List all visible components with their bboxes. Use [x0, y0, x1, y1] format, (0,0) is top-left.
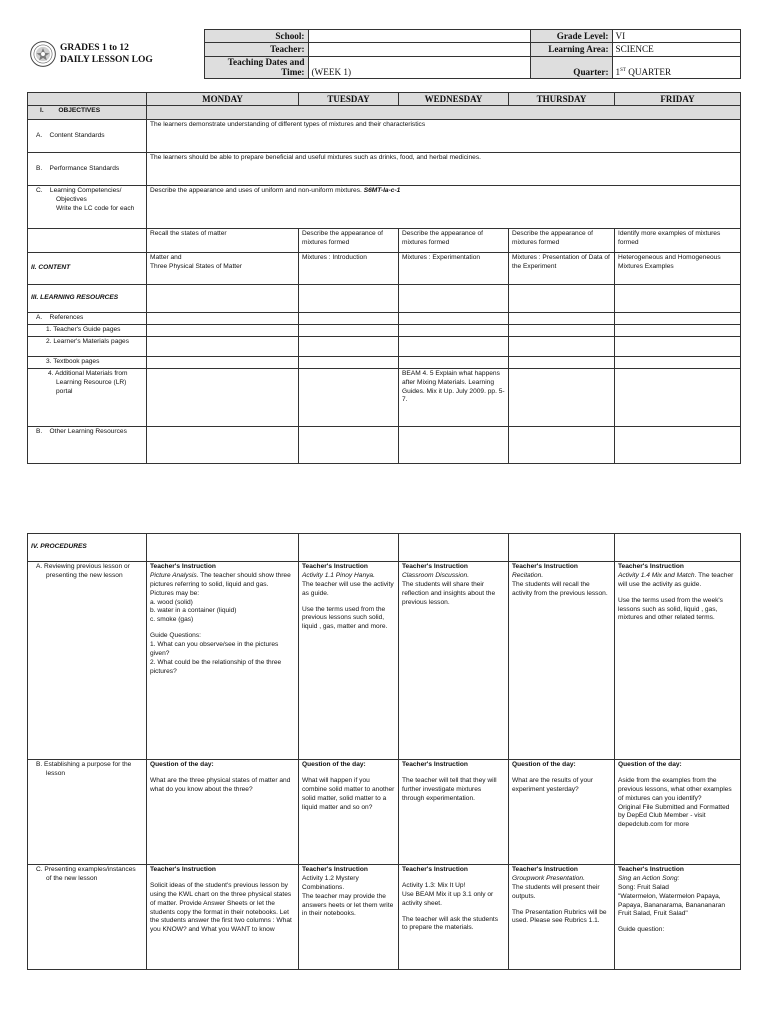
procedure-c-friday: Teacher's Instruction Sing an Action Song: Song: Fruit Salad "Watermelon, Watermelon Papaya, Papaya, Bananarama, Banananaran Fruit Salad, Fruit Salad" Guide question: [615, 865, 741, 970]
procedure-c-wednesday: Teacher's Instruction Activity 1.3: Mix It Up! Use BEAM Mix it up 3.1 only or activity sheet. The teacher will ask the students to prepare the materials. [399, 865, 509, 970]
school-label: School: [204, 30, 308, 43]
daily-objective-tuesday: Describe the appearance of mixtures formed [299, 229, 399, 253]
resources-heading: III. LEARNING RESOURCES [28, 285, 147, 313]
procedure-c-monday: Teacher's Instruction Solicit ideas of the student's previous lesson by using the KWL chart on the three physical states of matter. Provide Answer Sheets or let the students copy the format in their notebooks. Let the students answer the first two columns : What you KNOW? and What you WANT to know [147, 865, 299, 970]
textbook-thu [509, 356, 615, 368]
references-fri [615, 313, 741, 325]
procedures-cell-thu [509, 534, 615, 562]
resources-cell-mon [147, 285, 299, 313]
content-wednesday: Mixtures : Experimentation [399, 253, 509, 285]
other-resources-label: B. Other Learning Resources [28, 426, 147, 463]
lesson-table-procedures [27, 533, 741, 970]
procedures-cell-mon [147, 534, 299, 562]
teachers-guide-label: 1. Teacher's Guide pages [28, 325, 147, 337]
teachers-guide-tue [299, 325, 399, 337]
references-wed [399, 313, 509, 325]
content-friday: Heterogeneous and Homogeneous Mixtures Examples [615, 253, 741, 285]
procedure-c-tuesday: Teacher's Instruction Activity 1.2 Mystery Combinations. The teacher may provide the answers heets or let them write in their notebooks. [299, 865, 399, 970]
content-monday: Matter and Three Physical States of Matter [147, 253, 299, 285]
objectives-heading: I. OBJECTIVES [28, 106, 147, 120]
establishing-purpose-label: B. Establishing a purpose for the lesson [28, 760, 147, 865]
resources-cell-tue [299, 285, 399, 313]
additional-materials-fri [615, 368, 741, 426]
procedures-heading: IV. PROCEDURES [28, 534, 147, 562]
grade-level-field[interactable]: VI [612, 30, 740, 43]
deped-seal-icon [30, 41, 56, 67]
daily-objective-monday: Recall the states of matter [147, 229, 299, 253]
textbook-mon [147, 356, 299, 368]
other-resources-fri [615, 426, 741, 463]
lesson-table-top [27, 92, 741, 464]
quarter-label: Quarter: [530, 56, 612, 78]
procedure-a-tuesday: Teacher's Instruction Activity 1.1 Pinoy Hanya. The teacher will use the activity as guide. Use the terms used from the previous lessons such solid, liquid , gas, matter and more. [299, 562, 399, 760]
learners-materials-mon [147, 336, 299, 356]
reviewing-lesson-label: A. Reviewing previous lesson or presenting the new lesson [28, 562, 147, 760]
content-standards-text: The learners demonstrate understanding of different types of mixtures and their characteristics [147, 120, 741, 153]
day-header-blank [28, 93, 147, 106]
other-resources-tue [299, 426, 399, 463]
form-title: GRADES 1 to 12 DAILY LESSON LOG [60, 42, 153, 65]
procedure-b-tuesday: Question of the day: What will happen if you combine solid matter to another solid matter, solid matter to a liquid matter and so on? [299, 760, 399, 865]
daily-objective-blank [28, 229, 147, 253]
additional-materials-thu [509, 368, 615, 426]
daily-objective-wednesday: Describe the appearance of mixtures formed [399, 229, 509, 253]
day-header-friday: FRIDAY [615, 93, 741, 106]
teaching-dates-field[interactable]: (WEEK 1) [308, 56, 530, 78]
procedure-a-wednesday: Teacher's Instruction Classroom Discussion. The students will share their reflection and insights about the previous lesson. [399, 562, 509, 760]
textbook-fri [615, 356, 741, 368]
teacher-field[interactable] [308, 43, 530, 56]
teachers-guide-wed [399, 325, 509, 337]
grade-level-label: Grade Level: [530, 30, 612, 43]
content-tuesday: Mixtures : Introduction [299, 253, 399, 285]
other-resources-wed [399, 426, 509, 463]
procedure-a-thursday: Teacher's Instruction Recitation. The students will recall the activity from the previous lesson. [509, 562, 615, 760]
textbook-wed [399, 356, 509, 368]
day-header-monday: MONDAY [147, 93, 299, 106]
procedure-b-monday: Question of the day: What are the three physical states of matter and what do you know about the three? [147, 760, 299, 865]
additional-materials-label: 4. Additional Materials from Learning Resource (LR) portal [28, 368, 147, 426]
procedure-b-wednesday: Teacher's Instruction The teacher will tell that they will further investigate mixtures through experimentation. [399, 760, 509, 865]
learning-area-label: Learning Area: [530, 43, 612, 56]
content-heading: II. CONTENT [28, 253, 147, 285]
content-standards-label: A. Content Standards [28, 120, 147, 153]
other-resources-thu [509, 426, 615, 463]
teacher-label: Teacher: [204, 43, 308, 56]
learners-materials-tue [299, 336, 399, 356]
additional-materials-tue [299, 368, 399, 426]
textbook-tue [299, 356, 399, 368]
references-thu [509, 313, 615, 325]
teachers-guide-fri [615, 325, 741, 337]
teachers-guide-thu [509, 325, 615, 337]
procedure-c-thursday: Teacher's Instruction Groupwork Presentation. The students will present their outputs. The Presentation Rubrics will be used. Please see Rubrics 1.1. [509, 865, 615, 970]
competencies-text: Describe the appearance and uses of uniform and non-uniform mixtures. S6MT-Ia-c-1 [147, 186, 741, 229]
resources-cell-fri [615, 285, 741, 313]
day-header-wednesday: WEDNESDAY [399, 93, 509, 106]
competencies-label: C. Learning Competencies/ Objectives Write the LC code for each [28, 186, 147, 229]
procedure-b-friday: Question of the day: Aside from the examples from the previous lessons, what other examples of mixtures can you identify? Original File Submitted and Formatted by DepEd Club Member - visit depedclub.com for more [615, 760, 741, 865]
learners-materials-wed [399, 336, 509, 356]
learners-materials-fri [615, 336, 741, 356]
resources-cell-thu [509, 285, 615, 313]
learners-materials-thu [509, 336, 615, 356]
day-header-tuesday: TUESDAY [299, 93, 399, 106]
procedure-b-thursday: Question of the day: What are the results of your experiment yesterday? [509, 760, 615, 865]
learners-materials-label: 2. Learner's Materials pages [28, 336, 147, 356]
additional-materials-wednesday: BEAM 4. 5 Explain what happens after Mixing Materials. Learning Guides. Mix it Up. July 2009. pp. 5-7. [399, 368, 509, 426]
daily-objective-friday: Identify more examples of mixtures formed [615, 229, 741, 253]
header-table [27, 29, 741, 79]
procedure-a-friday: Teacher's Instruction Activity 1.4 Mix and Match. The teacher will use the activity as guide. Use the terms used from the week's lessons such as solid, liquid , gas, mixtures and other related terms. [615, 562, 741, 760]
references-tue [299, 313, 399, 325]
objectives-heading-fill [147, 106, 741, 120]
performance-standards-text: The learners should be able to prepare beneficial and useful mixtures such as drinks, food, and herbal medicines. [147, 153, 741, 186]
procedures-cell-wed [399, 534, 509, 562]
content-thursday: Mixtures : Presentation of Data of the Experiment [509, 253, 615, 285]
references-label: A. References [28, 313, 147, 325]
resources-cell-wed [399, 285, 509, 313]
other-resources-mon [147, 426, 299, 463]
learning-area-field[interactable]: SCIENCE [612, 43, 740, 56]
additional-materials-mon [147, 368, 299, 426]
header-logo-cell [27, 30, 204, 79]
teachers-guide-mon [147, 325, 299, 337]
textbook-label: 3. Textbook pages [28, 356, 147, 368]
teaching-dates-label: Teaching Dates and Time: [204, 56, 308, 78]
references-mon [147, 313, 299, 325]
depedclub-note: Original File Submitted and Formatted by DepEd Club Member - visit depedclub.com for more [618, 803, 730, 829]
daily-objective-thursday: Describe the appearance of mixtures formed [509, 229, 615, 253]
day-header-thursday: THURSDAY [509, 93, 615, 106]
performance-standards-label: B. Performance Standards [28, 153, 147, 186]
school-field[interactable] [308, 30, 530, 43]
procedures-cell-tue [299, 534, 399, 562]
procedure-a-monday: Teacher's Instruction Picture Analysis. The teacher should show three pictures referring to solid, liquid and gas. Pictures may be: a. wood (solid) b. water in a container (liquid) c. smoke (gas) Guide Questions: 1. What can you observe/see in the pictures given? 2. What could be the relationship of the three pictures? [147, 562, 299, 760]
quarter-field[interactable]: 1ST QUARTER [612, 56, 740, 78]
presenting-examples-label: C. Presenting examples/instances of the new lesson [28, 865, 147, 970]
procedures-cell-fri [615, 534, 741, 562]
